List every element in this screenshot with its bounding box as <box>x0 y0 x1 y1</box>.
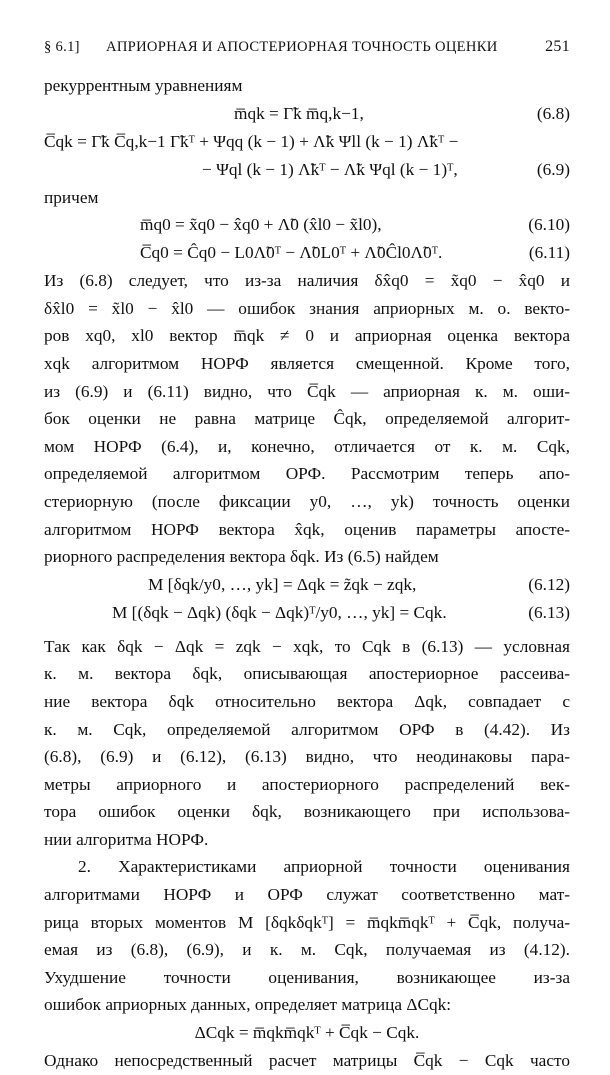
equation-6-12 <box>44 571 570 599</box>
intro-line: рекуррентным уравнениям <box>44 76 243 95</box>
text-line: бок оценки не равна матрице Ĉqk, определяемой алгорит- <box>44 409 570 429</box>
text-line: алгоритмом НОРФ вектора x̂qk, оценив параметры апосте- <box>44 519 570 539</box>
equation-6-9-line-2 <box>44 156 570 184</box>
text-line: стериорную (после фиксации y0, …, yk) точность оценки <box>44 491 570 511</box>
equation-number: (6.12) <box>528 574 570 594</box>
equation-6-13 <box>44 599 570 627</box>
text-line: метры априорного и апостериорного распределений век- <box>44 774 570 794</box>
text-line: рица вторых моментов M [δqkδqkᵀ] = m̅qkm̅qkᵀ + C̅qk, получа- <box>44 912 570 932</box>
equation-formula: m̅q0 = x̃q0 − x̂q0 + Λ̃0 (x̂l0 − x̃l0), <box>140 215 382 235</box>
equation-formula: C̅q0 = Ĉq0 − L0Λ̃0ᵀ − Λ̃0L0ᵀ + Λ̃0Ĉl0Λ̃0ᵀ. <box>140 243 443 263</box>
equation-formula: ΔCqk = m̅qkm̅qkᵀ + C̅qk − Cqk. <box>194 1023 420 1043</box>
running-title: АПРИОРНАЯ И АПОСТЕРИОРНАЯ ТОЧНОСТЬ ОЦЕНКИ <box>106 39 498 55</box>
equation-formula: M [(δqk − Δqk) (δqk − Δqk)ᵀ/y0, …, yk] = Cqk. <box>112 602 447 622</box>
equation-number: (6.10) <box>528 215 570 235</box>
text-line: тора ошибок оценки δqk, возникающего при использова- <box>44 802 570 822</box>
text-line: из (6.9) и (6.11) видно, что C̅qk — априорная к. м. оши- <box>44 381 570 401</box>
text-line: ошибок априорных данных, определяет матрица ΔCqk: <box>44 995 452 1015</box>
equation-formula: − Ψql (k − 1) Λ̃kᵀ − Λ̃k Ψql (k − 1)ᵀ, <box>202 159 458 179</box>
equation-6-9-line-1 <box>44 128 570 156</box>
text-line: мом НОРФ (6.4), и, конечно, отличается от к. м. Cqk, <box>44 436 570 456</box>
equation-6-10 <box>44 211 570 239</box>
equation-formula: M [δqk/y0, …, yk] = Δqk = z̃qk − zqk, <box>148 574 417 594</box>
text-line: определяемой алгоритмом ОРФ. Рассмотрим теперь апо- <box>44 464 570 484</box>
text-line: к. м. Cqk, определяемой алгоритмом ОРФ в (4.42). Из <box>44 719 570 739</box>
equation-number: (6.11) <box>528 243 570 263</box>
equation-6-11 <box>44 239 570 267</box>
text-line: ние вектора δqk относительно вектора Δqk, совпадает с <box>44 691 570 711</box>
paragraph-3 <box>44 853 570 1019</box>
text-line: нии алгоритма НОРФ. <box>44 829 209 849</box>
text-line: Так как δqk − Δqk = zqk − xqk, то Cqk в (6.13) — условная <box>44 636 570 656</box>
text-line: риорного распределения вектора δqk. Из (6.5) найдем <box>44 547 439 567</box>
text-line: Из (6.8) следует, что из-за наличия δx̂q0 = x̃q0 − x̂q0 и <box>44 271 570 291</box>
text-line: Ухудшение точности оценивания, возникающее из-за <box>44 967 570 987</box>
text-line: к. м. вектора δqk, описывающая апостериорное рассеива- <box>44 664 570 684</box>
page-number: 251 <box>545 38 570 55</box>
equation-formula: C̅qk = Γ̃k C̅q,k−1 Γ̃kᵀ + Ψqq (k − 1) + Λ̃k Ψll (k − 1) Λ̃kᵀ − <box>44 131 459 151</box>
equation-6-8 <box>44 100 570 128</box>
running-header <box>44 38 570 72</box>
equation-number: (6.8) <box>536 103 570 123</box>
where-line: причем <box>44 187 99 207</box>
text-line: 2. Характеристиками априорной точности оценивания <box>78 857 570 877</box>
last-line: Однако непосредственный расчет матрицы C̅qk − Cqk часто <box>44 1051 570 1071</box>
text-line: xqk алгоритмом НОРФ является смещенной. Кроме того, <box>44 353 570 373</box>
text-line: емая из (6.8), (6.9), и к. м. Cqk, получаемая из (4.12). <box>44 940 570 960</box>
paragraph-2 <box>44 633 570 854</box>
text-line: алгоритмами НОРФ и ОРФ служат соответственно мат- <box>44 885 570 905</box>
equation-number: (6.9) <box>536 159 570 179</box>
text-line: δx̂l0 = x̃l0 − x̂l0 — ошибок знания априорных м. о. векто- <box>44 298 570 318</box>
equation-delta-c <box>44 1019 570 1047</box>
text-line: ров xq0, xl0 вектор m̅qk ≠ 0 и априорная оценка вектора <box>44 326 570 346</box>
equation-formula: m̅qk = Γ̃k m̅q,k−1, <box>234 103 364 123</box>
text-line: (6.8), (6.9) и (6.12), (6.13) видно, что неодинаковы пара- <box>44 747 570 767</box>
paragraph-1 <box>44 267 570 571</box>
equation-number: (6.13) <box>528 602 570 622</box>
section-number: § 6.1] <box>44 39 80 55</box>
